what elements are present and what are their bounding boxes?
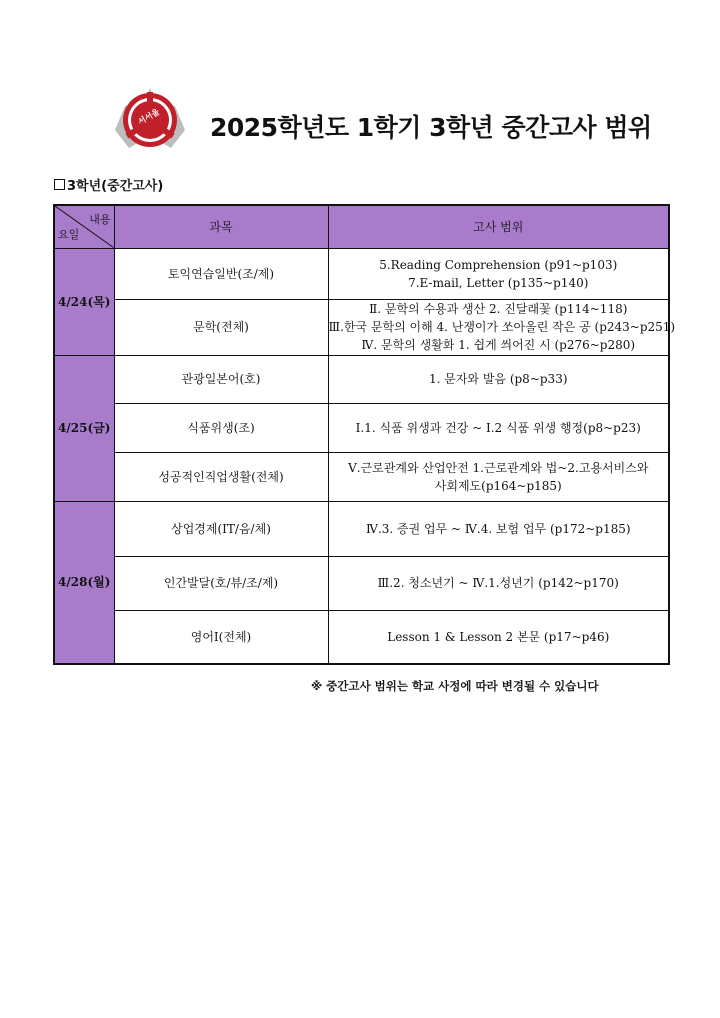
table-row xyxy=(54,501,669,556)
range-cell: Ⅳ.3. 증권 업무 ~ Ⅳ.4. 보험 업무 (p172~p185) xyxy=(328,501,669,556)
subject-cell: 성공적인직업생활(전체) xyxy=(114,452,328,501)
corner-bottom-label: 요일 xyxy=(58,227,80,241)
table-row xyxy=(54,403,669,452)
corner-header xyxy=(54,205,114,248)
subject-cell: 문학(전체) xyxy=(114,299,328,355)
range-cell: Ⅴ.근로관계와 산업안전 1.근로관계와 법~2.고용서비스와 사회제도(p164~p185) xyxy=(328,452,669,501)
subject-cell: 상업경제(IT/음/체) xyxy=(114,501,328,556)
range-cell: Lesson 1 & Lesson 2 본문 (p17~p46) xyxy=(328,610,669,664)
corner-top-label: 내용 xyxy=(89,213,111,226)
table-row xyxy=(54,610,669,664)
table-row xyxy=(54,556,669,610)
day-cell: 4/28(월) xyxy=(54,501,114,664)
range-cell: 5.Reading Comprehension (p91~p103) 7.E-mail, Letter (p135~p140) xyxy=(328,248,669,299)
checkbox-square-icon xyxy=(54,179,65,190)
section-heading xyxy=(54,175,163,194)
range-header: 고사 범위 xyxy=(328,205,669,248)
subject-cell: 영어Ⅰ(전체) xyxy=(114,610,328,664)
subject-cell: 인간발달(호/뷰/조/제) xyxy=(114,556,328,610)
subject-cell: 토익연습일반(조/제) xyxy=(114,248,328,299)
exam-range-table xyxy=(53,204,676,665)
subject-cell: 식품위생(조) xyxy=(114,403,328,452)
range-cell: 1. 문자와 발음 (p8~p33) xyxy=(328,355,669,403)
subject-header: 과목 xyxy=(114,205,328,248)
school-logo xyxy=(113,86,187,152)
day-cell: 4/25(금) xyxy=(54,355,114,501)
subject-cell: 관광일본어(호) xyxy=(114,355,328,403)
day-cell: 4/24(목) xyxy=(54,248,114,355)
section-label: 3학년(중간고사) xyxy=(67,179,164,194)
footnote: ※ 중간고사 범위는 학교 사정에 따라 변경될 수 있습니다 xyxy=(311,679,599,693)
table-row xyxy=(54,452,669,501)
range-cell: Ⅰ.1. 식품 위생과 건강 ~ Ⅰ.2 식품 위생 행정(p8~p23) xyxy=(328,403,669,452)
logo-emblem xyxy=(115,88,185,148)
svg-text:서서울: 서서울 xyxy=(136,107,162,127)
range-cell: Ⅲ.2. 청소년기 ~ Ⅳ.1.성년기 (p142~p170) xyxy=(328,556,669,610)
page-title: 2025학년도 1학기 3학년 중간고사 범위 xyxy=(210,113,652,142)
table-header-row xyxy=(54,205,669,248)
table-row xyxy=(54,355,669,403)
table-row xyxy=(54,248,669,299)
range-cell: Ⅱ. 문학의 수용과 생산 2. 진달래꽃 (p114~118) Ⅲ.한국 문학의 이해 4. 난쟁이가 쏘아올린 작은 공 (p243~p251) Ⅳ. 문학의 생활화 1. 쉽게 씌어진 시 (p276~p280) xyxy=(328,299,669,355)
table-row xyxy=(54,299,669,355)
